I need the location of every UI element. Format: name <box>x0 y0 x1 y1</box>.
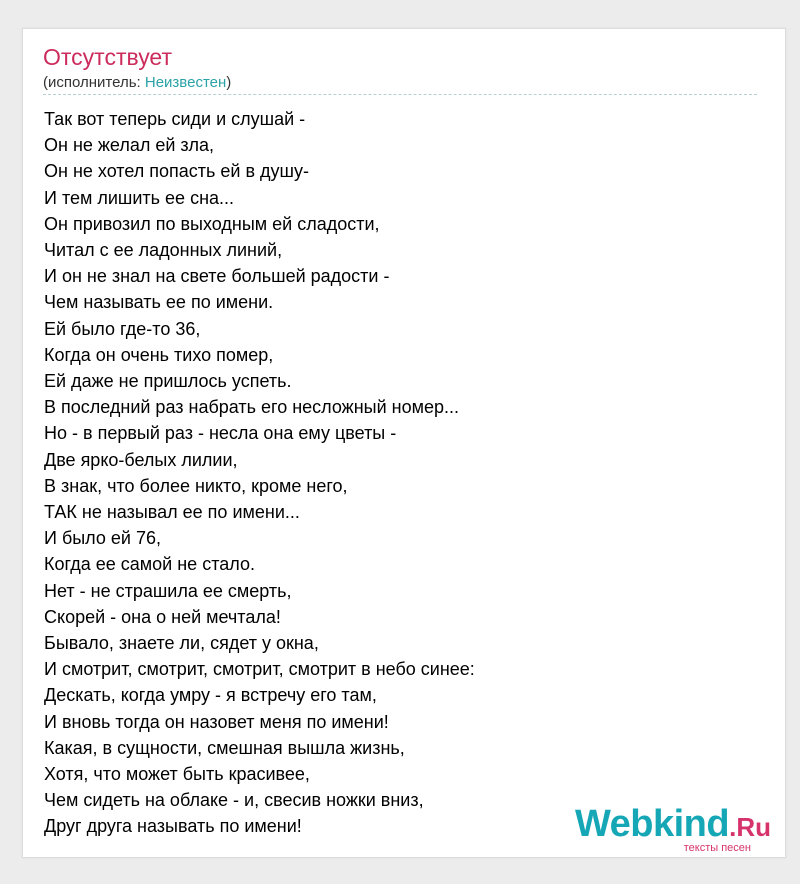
lyric-line: И он не знал на свете большей радости - <box>44 266 390 287</box>
lyric-line: Он не хотел попасть ей в душу- <box>44 161 309 182</box>
lyric-line: Но - в первый раз - несла она ему цветы - <box>44 423 397 444</box>
lyric-line: Так вот теперь сиди и слушай - <box>44 109 306 129</box>
byline-suffix: ) <box>226 74 232 91</box>
lyric-line: Дескать, когда умру - я встречу его там, <box>44 685 377 706</box>
lyric-line: Читал с ее ладонных линий, <box>44 240 283 261</box>
byline-prefix: (исполнитель: <box>43 74 145 91</box>
lyric-line: Он не желал ей зла, <box>44 135 214 156</box>
lyric-line: И смотрит, смотрит, смотрит, смотрит в небо синее: <box>44 659 475 680</box>
lyric-line: В последний раз набрать его несложный номер... <box>44 397 460 418</box>
lyric-line: Две ярко-белых лилии, <box>44 449 238 470</box>
logo-wordmark <box>575 805 771 846</box>
title-divider <box>43 94 757 95</box>
lyric-line: Чем называть ее по имени. <box>44 292 274 313</box>
lyric-line: Скорей - она о ней мечтала! <box>44 606 281 627</box>
lyric-line: Какая, в сущности, смешная вышла жизнь, <box>44 737 405 758</box>
lyric-line: Ей было где-то 36, <box>44 318 201 339</box>
lyric-line: Чем сидеть на облаке - и, свесив ножки вниз, <box>44 790 424 811</box>
lyric-line: В знак, что более никто, кроме него, <box>44 475 348 496</box>
artist-byline <box>43 73 231 93</box>
lyric-line: И вновь тогда он назовет меня по имени! <box>44 711 389 732</box>
lyric-line: И было ей 76, <box>44 528 161 549</box>
lyric-line: Бывало, знаете ли, сядет у окна, <box>44 633 319 654</box>
logo-name: Webkind <box>574 803 730 845</box>
song-title: Отсутствует <box>43 44 172 70</box>
lyrics-text <box>44 106 475 840</box>
artist-link[interactable]: Неизвестен <box>144 74 227 91</box>
lyric-line: И тем лишить ее сна... <box>44 187 235 208</box>
lyric-line: Он привозил по выходным ей сладости, <box>44 213 380 234</box>
lyric-line: Ей даже не пришлось успеть. <box>44 371 292 392</box>
logo-tld: .Ru <box>729 812 771 842</box>
lyric-line: Друг друга называть по имени! <box>44 816 302 837</box>
logo-tagline: тексты песен <box>683 842 751 854</box>
site-logo[interactable] <box>575 805 771 854</box>
lyric-line: ТАК не называл ее по имени... <box>44 502 300 523</box>
lyrics-card <box>22 28 786 858</box>
lyric-line: Когда ее самой не стало. <box>44 554 255 575</box>
lyric-line: Когда он очень тихо помер, <box>44 344 274 365</box>
lyric-line: Хотя, что может быть красивее, <box>44 764 310 785</box>
lyric-line: Нет - не страшила ее смерть, <box>44 580 292 601</box>
